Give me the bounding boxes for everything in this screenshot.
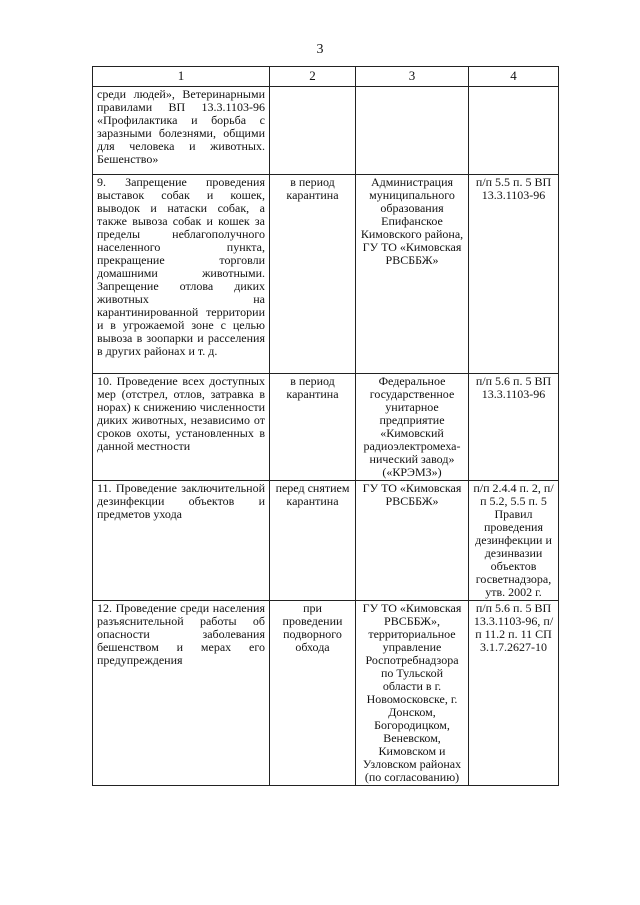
measure-cell: 12. Проведение среди населения разъяснительной работы об опасности заболевания бешенством и мерах его предупреждения <box>93 601 270 786</box>
column-header-4: 4 <box>469 67 559 87</box>
term-cell: при проведении подворного обхода <box>270 601 356 786</box>
basis-cell <box>469 87 559 175</box>
table-header-row <box>93 67 559 87</box>
basis-cell: п/п 5.6 п. 5 ВП 13.3.1103-96, п/п 11.2 п. 11 СП 3.1.7.2627-10 <box>469 601 559 786</box>
table-row <box>93 481 559 601</box>
measures-table <box>92 66 559 786</box>
basis-cell: п/п 5.6 п. 5 ВП 13.3.1103-96 <box>469 374 559 481</box>
table-row <box>93 87 559 175</box>
executor-cell: ГУ ТО «Кимовская РВСББЖ» <box>356 481 469 601</box>
measure-cell: 11. Проведение заключительной дезинфекции объектов и предметов ухода <box>93 481 270 601</box>
measure-cell: 9. Запрещение проведения выставок собак и кошек, выводок и натаски собак, а также вывоза собак и кошек за пределы неблагополучного населенного пункта, прекращение торговли домашними животными. Запрещение отлова диких животных на карантинированной территории и в угрожаемой зоне с целью вывоза в зоопарки и расселения в других районах и т. д. <box>93 175 270 374</box>
executor-cell <box>356 87 469 175</box>
column-header-1: 1 <box>93 67 270 87</box>
executor-cell: Федеральное государственное унитарное предприятие «Кимовский радиоэлектромеха-нический завод» («КРЭМЗ») <box>356 374 469 481</box>
page-number: 3 <box>316 42 324 57</box>
column-header-3: 3 <box>356 67 469 87</box>
column-header-2: 2 <box>270 67 356 87</box>
term-cell <box>270 87 356 175</box>
table-row <box>93 175 559 374</box>
measure-cell: среди людей», Ветеринарными правилами ВП 13.3.1103-96 «Профилактика и борьба с заразными болезнями, общими для человека и животных. Бешенство» <box>93 87 270 175</box>
table-row <box>93 601 559 786</box>
basis-cell: п/п 5.5 п. 5 ВП 13.3.1103-96 <box>469 175 559 374</box>
term-cell: в период карантина <box>270 374 356 481</box>
executor-cell: Администрация муниципального образования Епифанское Кимовского района, ГУ ТО «Кимовская РВСББЖ» <box>356 175 469 374</box>
executor-cell: ГУ ТО «Кимовская РВСББЖ», территориальное управление Роспотребнадзора по Тульской области в г. Новомосковске, г. Донском, Богородицком, Веневском, Кимовском и Узловском районах (по согласованию) <box>356 601 469 786</box>
basis-cell: п/п 2.4.4 п. 2, п/п 5.2, 5.5 п. 5 Правил проведения дезинфекции и дезинвазии объектов госветнадзора, утв. 2002 г. <box>469 481 559 601</box>
term-cell: в период карантина <box>270 175 356 374</box>
measure-cell: 10. Проведение всех доступных мер (отстрел, отлов, затравка в норах) к снижению численности диких животных, независимо от сроков охоты, установленных в данной местности <box>93 374 270 481</box>
term-cell: перед снятием карантина <box>270 481 356 601</box>
table-row <box>93 374 559 481</box>
